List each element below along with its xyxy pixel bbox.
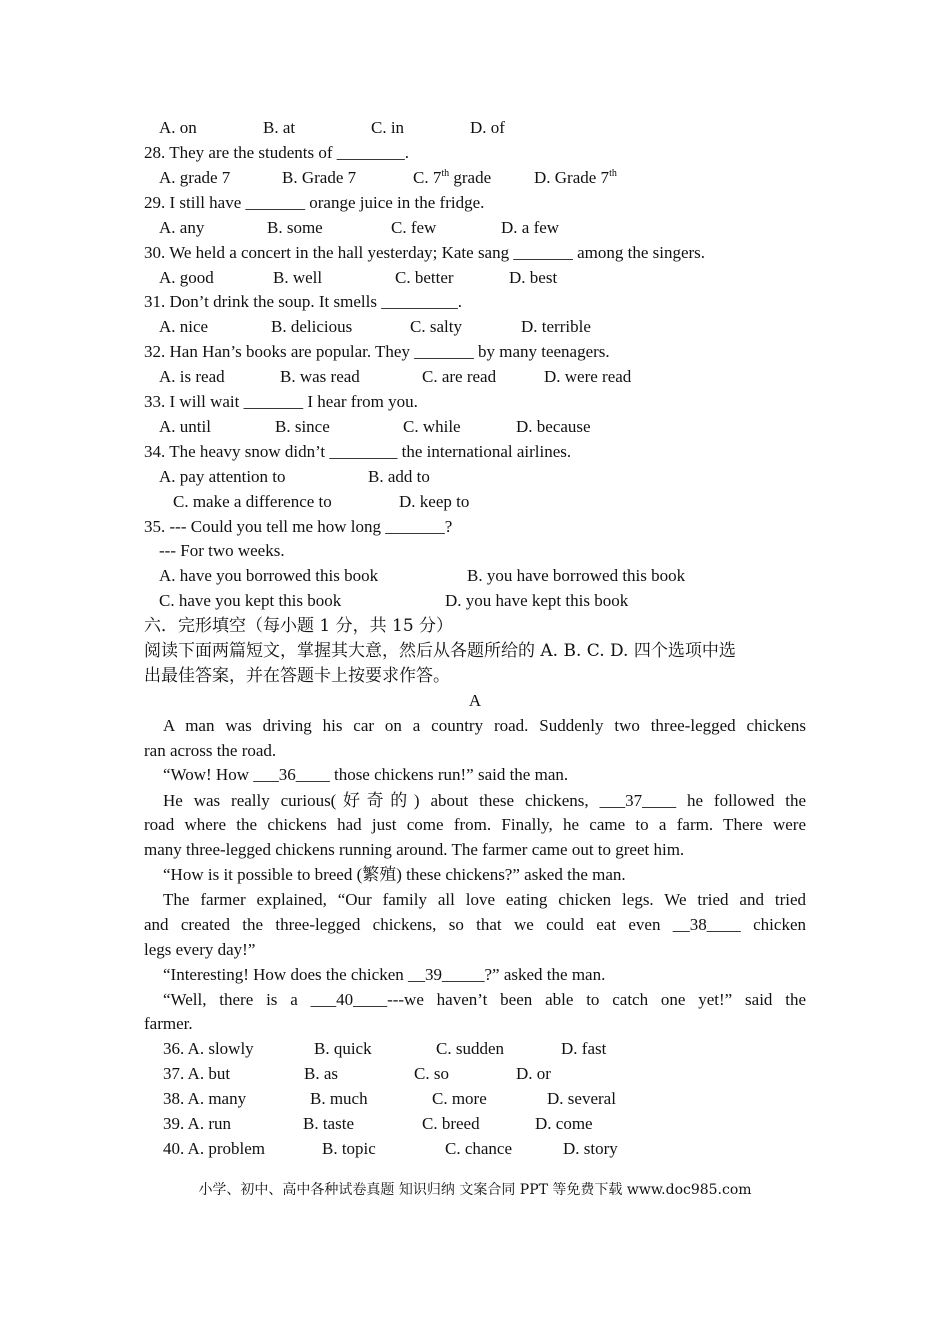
option-c: C. salty (410, 317, 462, 336)
option-b: B. as (304, 1064, 338, 1083)
q35-reply: --- For two weeks. (159, 541, 285, 560)
option-b: B. you have borrowed this book (467, 566, 686, 585)
q34-stem: 34. The heavy snow didn’t ________ the international airlines. (144, 442, 572, 461)
option-d: D. come (535, 1114, 593, 1133)
option-d: D. or (516, 1064, 551, 1083)
passage-line: ran across the road. (144, 741, 277, 760)
option-d: D. best (509, 268, 558, 287)
option-b: B. topic (322, 1139, 376, 1158)
option-d: D. a few (501, 218, 560, 237)
q28-stem: 28. They are the students of ________. (144, 143, 410, 162)
cloze-question: 38. A. many (163, 1089, 247, 1108)
option-c: C. few (391, 218, 437, 237)
option-d: D. Grade 7th (534, 168, 617, 187)
passage-line: and created the three-legged chickens, so that we could eat even __38____ chicken (144, 915, 806, 934)
cloze-question: 40. A. problem (163, 1139, 265, 1158)
option-a: A. have you borrowed this book (159, 566, 379, 585)
option-d: D. because (516, 417, 591, 436)
option-c: C. make a difference to (173, 492, 332, 511)
option-a: A. on (159, 118, 197, 137)
passage-line: “Wow! How ___36____ those chickens run!” said the man. (163, 765, 569, 784)
option-a: A. is read (159, 367, 225, 386)
option-a: A. until (159, 417, 211, 436)
option-c: C. are read (422, 367, 497, 386)
option-b: B. taste (303, 1114, 354, 1133)
option-a: A. any (159, 218, 205, 237)
option-c: C. sudden (436, 1039, 504, 1058)
option-a: A. pay attention to (159, 467, 286, 486)
option-d: D. you have kept this book (445, 591, 629, 610)
passage-line: The farmer explained, “Our family all love eating chicken legs. We tried and tried (163, 890, 806, 909)
option-b: B. quick (314, 1039, 372, 1058)
passage-line: “Well, there is a ___40____---we haven’t been able to catch one yet!” said the (163, 990, 806, 1009)
section-instructions-1: 阅读下面两篇短文，掌握其大意，然后从各题所给的 A. B. C. D. 四个选项中选 (144, 641, 736, 661)
section-instructions-2: 出最佳答案，并在答题卡上按要求作答。 (144, 666, 450, 686)
cloze-question: 37. A. but (163, 1064, 231, 1083)
option-d: D. several (547, 1089, 616, 1108)
option-c: C. so (414, 1064, 449, 1083)
option-b: B. some (267, 218, 323, 237)
option-d: D. fast (561, 1039, 607, 1058)
passage-line: farmer. (144, 1014, 193, 1033)
q35-stem: 35. --- Could you tell me how long _______? (144, 517, 453, 536)
option-d: D. story (563, 1139, 618, 1158)
passage-line: legs every day!” (144, 940, 256, 959)
option-c: C. more (432, 1089, 487, 1108)
option-c: C. in (371, 118, 405, 137)
option-a: A. grade 7 (159, 168, 231, 187)
option-c: C. chance (445, 1139, 513, 1158)
passage-line: “Interesting! How does the chicken __39_____?” asked the man. (163, 965, 606, 984)
passage-line: road where the chickens had just come from. Finally, he came to a farm. There were (144, 815, 806, 834)
option-b: B. at (263, 118, 296, 137)
option-d: D. keep to (399, 492, 470, 511)
passage-line: many three-legged chickens running around. The farmer came out to greet him. (144, 840, 685, 859)
option-b: B. much (310, 1089, 368, 1108)
q31-stem: 31. Don’t drink the soup. It smells _________. (144, 292, 462, 311)
section-heading: 六．完形填空（每小题 1 分，共 15 分） (144, 616, 454, 636)
option-c: C. breed (422, 1114, 480, 1133)
option-c: C. while (403, 417, 461, 436)
passage-line: He was really curious(好奇的) about these chickens, ___37____ he followed the (163, 791, 806, 810)
cloze-question: 39. A. run (163, 1114, 231, 1133)
q32-stem: 32. Han Han’s books are popular. They _______ by many teenagers. (144, 342, 610, 361)
option-a: A. nice (159, 317, 209, 336)
q30-stem: 30. We held a concert in the hall yesterday; Kate sang _______ among the singers. (144, 243, 706, 262)
passage-label: A (468, 691, 482, 710)
passage-line: A man was driving his car on a country road. Suddenly two three-legged chickens (163, 716, 806, 735)
page-footer: 小学、初中、高中各种试卷真题 知识归纳 文案合同 PPT 等免费下载 www.doc985.com (198, 1182, 752, 1198)
option-b: B. since (275, 417, 330, 436)
passage-line: “How is it possible to breed (繁殖) these chickens?” asked the man. (163, 865, 626, 884)
option-c: C. 7th grade (413, 168, 492, 187)
option-c: C. better (395, 268, 454, 287)
option-b: B. Grade 7 (282, 168, 357, 187)
option-b: B. was read (280, 367, 360, 386)
option-d: D. terrible (521, 317, 591, 336)
option-b: B. well (273, 268, 323, 287)
option-c: C. have you kept this book (159, 591, 342, 610)
option-d: D. were read (544, 367, 632, 386)
q33-stem: 33. I will wait _______ I hear from you. (144, 392, 418, 411)
q29-stem: 29. I still have _______ orange juice in the fridge. (144, 193, 485, 212)
option-b: B. add to (368, 467, 430, 486)
option-b: B. delicious (271, 317, 353, 336)
cloze-question: 36. A. slowly (163, 1039, 254, 1058)
option-a: A. good (159, 268, 214, 287)
option-d: D. of (470, 118, 505, 137)
